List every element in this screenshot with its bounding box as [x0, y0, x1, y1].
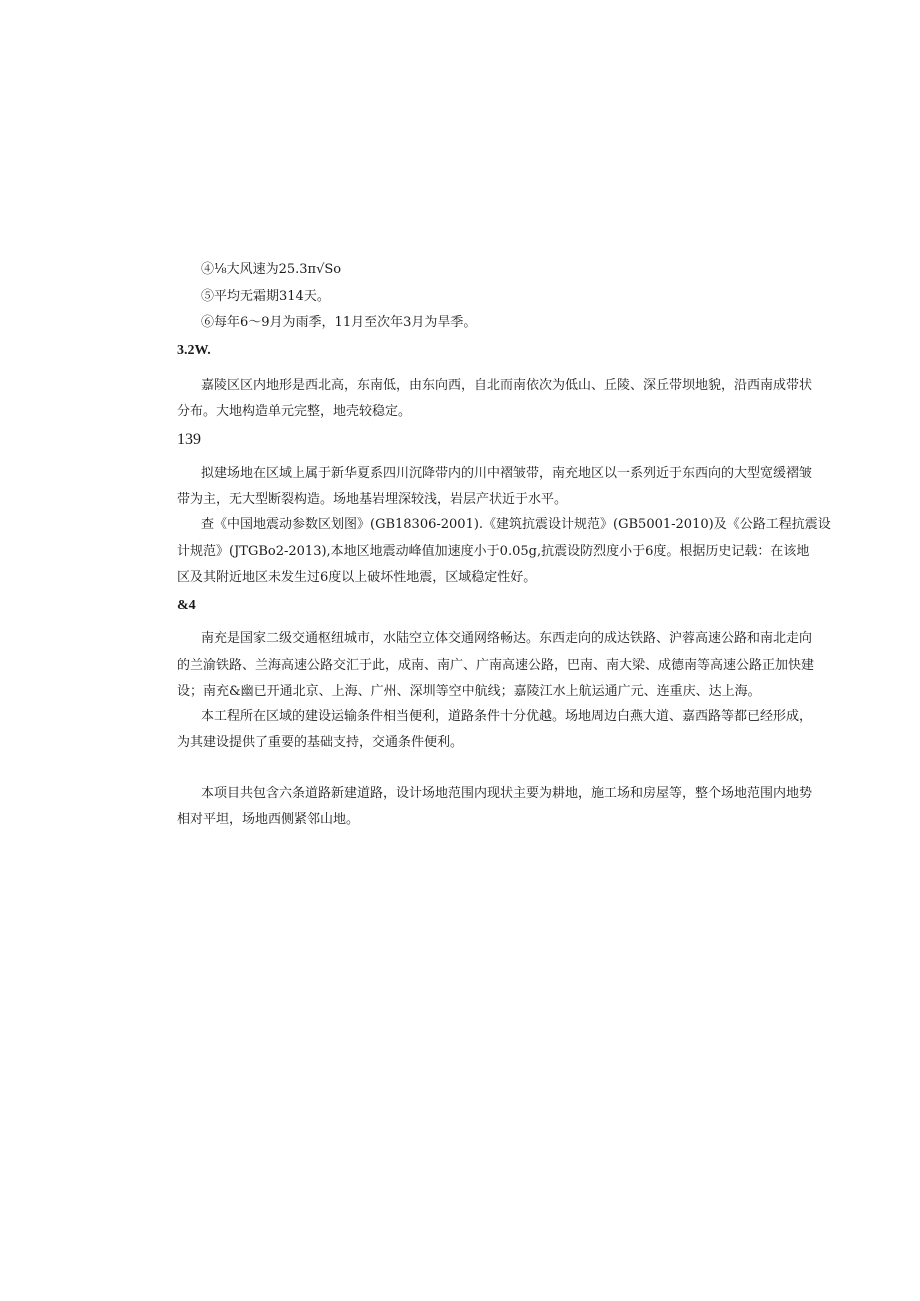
site-para1-line-1: 本项目共包含六条道路新建道路，设计场地范围内现状主要为耕地，施工场和房屋等，整个场地范围内地势	[201, 786, 813, 801]
climate-item-5: ⑤平均无霜期314天。	[201, 289, 330, 304]
traffic-para2-line-1: 本工程所在区域的建设运输条件相当便利，道路条件十分优越。场地周边白燕大道、嘉西路等都已经形成，	[201, 709, 813, 724]
site-para1-line-2: 相对平坦，场地西侧紧邻山地。	[177, 812, 360, 827]
section-heading-traffic: &4	[177, 598, 196, 613]
traffic-para1-line-1: 南充是国家二级交通枢纽城市，水陆空立体交通网络畅达。东西走向的成达铁路、沪蓉高速公路和南北走向	[201, 631, 813, 646]
section-heading-landform: 3.2W.	[177, 343, 211, 358]
geology-para2-line-2: 计规范》(JTGBo2-2013),本地区地震动峰值加速度小于0.05g,抗震设防烈度小于6度。根据历史记载：在该地	[177, 544, 810, 559]
section-heading-geology: 139	[177, 431, 201, 448]
landform-line-1: 嘉陵区区内地形是西北高，东南低，由东向西，自北而南依次为低山、丘陵、深丘带坝地貌，沿西南成带状	[201, 378, 813, 393]
traffic-para1-line-2: 的兰渝铁路、兰海高速公路交汇于此，成南、南广、广南高速公路，巴南、南大梁、成德南等高速公路正加快建	[177, 658, 815, 673]
climate-item-4: ④⅛大风速为25.3π√So	[201, 262, 342, 277]
geology-para2-line-1: 查《中国地震动参数区划图》(GB18306-2001).《建筑抗震设计规范》(GB5001-2010)及《公路工程抗震设	[201, 517, 831, 532]
traffic-para2-line-2: 为其建设提供了重要的基础支持，交通条件便利。	[177, 735, 464, 750]
climate-item-6: ⑥每年6～9月为雨季，11月至次年3月为旱季。	[201, 315, 477, 330]
landform-line-2: 分布。大地构造单元完整，地壳较稳定。	[177, 404, 412, 419]
traffic-para1-line-3: 设；南充&幽已开通北京、上海、广州、深圳等空中航线；嘉陵江水上航运通广元、连重庆、达上海。	[177, 684, 761, 699]
geology-para2-line-3: 区及其附近地区未发生过6度以上破坏性地震，区域稳定性好。	[177, 570, 537, 585]
geology-para1-line-1: 拟建场地在区域上属于新华夏系四川沉降带内的川中褶皱带，南充地区以一系列近于东西向的大型宽缓褶皱	[201, 466, 813, 481]
geology-para1-line-2: 带为主，无大型断裂构造。场地基岩埋深较浅，岩层产状近于水平。	[177, 492, 568, 507]
